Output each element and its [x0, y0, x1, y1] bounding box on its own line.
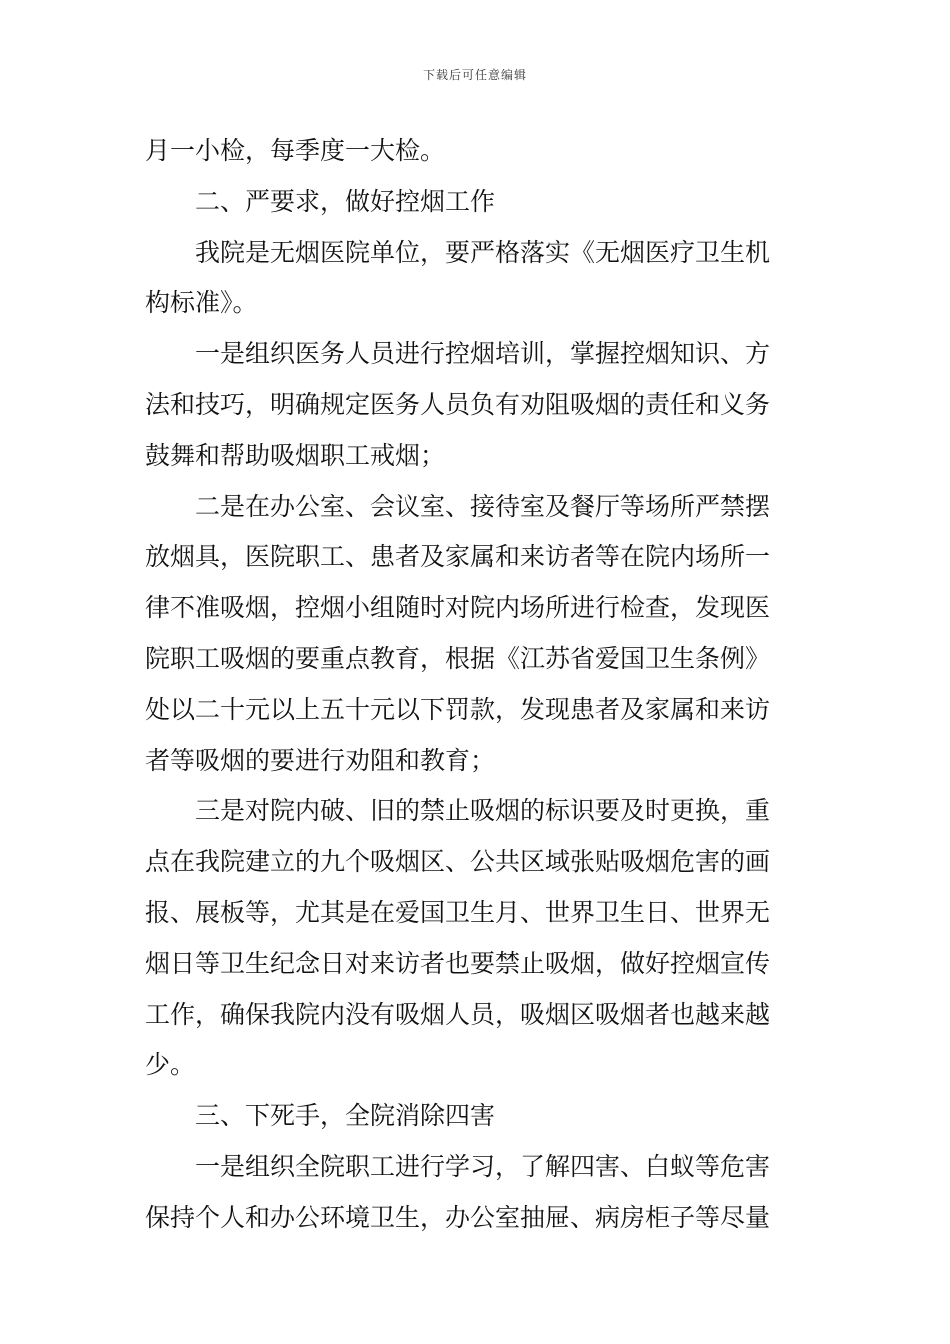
document-body [145, 126, 805, 1244]
text-line: 报、展板等，尤其是在爱国卫生月、世界卫生日、世界无 [145, 897, 771, 927]
text-line: 少。 [145, 1050, 196, 1080]
text-line: 工作，确保我院内没有吸烟人员，吸烟区吸烟者也越来越 [145, 999, 771, 1029]
section-heading: 二、严要求，做好控烟工作 [195, 186, 496, 216]
text-line: 律不准吸烟，控烟小组随时对院内场所进行检查，发现医 [145, 593, 771, 623]
text-line: 月一小检，每季度一大检。 [145, 136, 446, 165]
paragraph-first-line: 一是组织医务人员进行控烟培训，掌握控烟知识、方 [195, 339, 771, 369]
paragraph-first-line: 三是对院内破、旧的禁止吸烟的标识要及时更换，重 [195, 796, 771, 826]
paragraph-first-line: 我院是无烟医院单位，要严格落实《无烟医疗卫生机 [195, 237, 771, 267]
section-heading: 三、下死手，全院消除四害 [195, 1101, 496, 1131]
text-line: 保持个人和办公环境卫生，办公室抽屉、病房柜子等尽量 [145, 1202, 771, 1232]
text-line: 院职工吸烟的要重点教育，根据《江苏省爱国卫生条例》 [145, 643, 771, 673]
text-line: 构标准》。 [145, 288, 258, 318]
text-line: 点在我院建立的九个吸烟区、公共区域张贴吸烟危害的画 [145, 847, 771, 877]
text-line: 法和技巧，明确规定医务人员负有劝阻吸烟的责任和义务 [145, 389, 771, 419]
paragraph-first-line: 二是在办公室、会议室、接待室及餐厅等场所严禁摆 [195, 491, 771, 521]
text-line: 放烟具，医院职工、患者及家属和来访者等在院内场所一 [145, 542, 771, 572]
text-line: 鼓舞和帮助吸烟职工戒烟； [145, 440, 446, 470]
text-line: 烟日等卫生纪念日对来访者也要禁止吸烟，做好控烟宣传 [145, 948, 771, 978]
text-line: 处以二十元以上五十元以下罚款，发现患者及家属和来访 [145, 694, 771, 724]
page-header: 下载后可任意编辑 [422, 68, 527, 82]
text-line: 者等吸烟的要进行劝阻和教育； [145, 745, 496, 775]
paragraph-first-line: 一是组织全院职工进行学习，了解四害、白蚁等危害 [195, 1151, 771, 1181]
